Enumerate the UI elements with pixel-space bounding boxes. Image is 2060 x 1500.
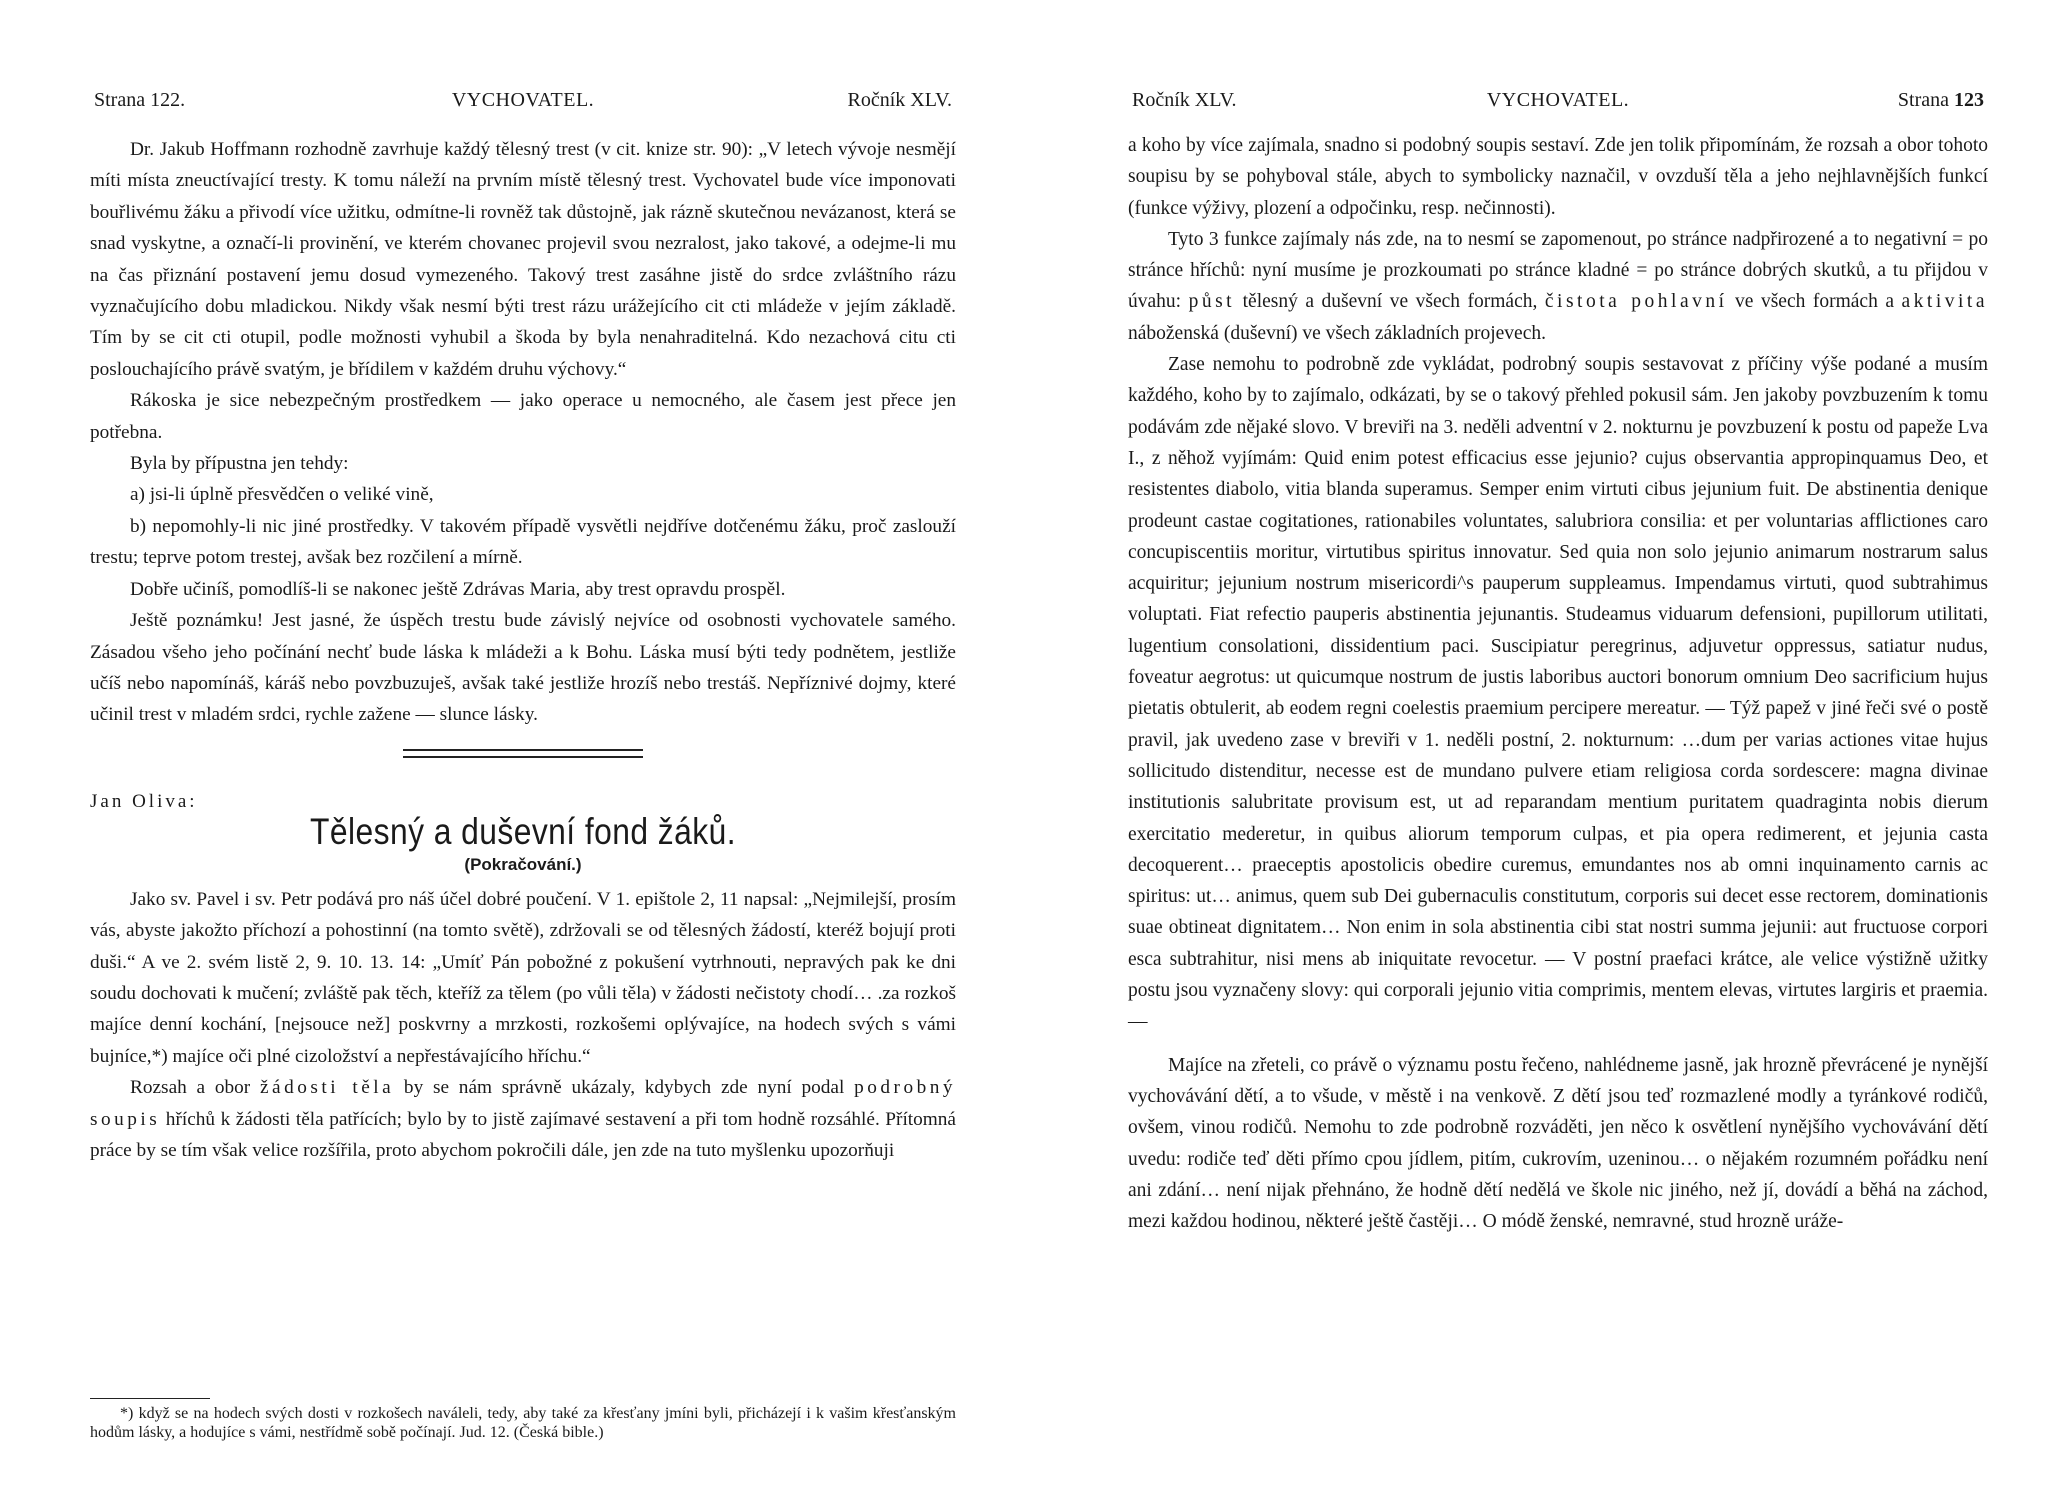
paragraph: Majíce na zřeteli, co právě o významu postu řečeno, nahlédneme jasně, jak hrozně převrácené je nynější vychovávání dětí, a to všude, v městě i na venkově. Z dětí jsou teď rozmazlené modly a tyránkové rodičů, ovšem, vinou rodičů. Nemohu to zde podrobně rozváděti, jen něco k osvětlení nynějšího vychovávání dětí uvedu: rodiče teď děti přímo cpou jídlem, pitím, cukrovím, uzeninou… o nějakém rozumném pořádku není ani zdání… není nijak přehnáno, že hodně dětí nedělá ve škole nic jiného, než jí, dovádí a běhá na záchod, mezi každou hodinou, některé ještě častěji… O módě ženské, nemravné, stud hrozně uráže- [1128,1054,1988,1233]
text-run: Tyto 3 funkce zajímaly nás zde, na to nesmí se zapomenout, po stránce nadpřirozené a to negativní = po stránce hříchů: nyní musíme je prozkoumati po stránce kladné = po stránce dobrých skutků, a tu přijdou v úvahu: [1128,228,1988,313]
paragraph: Byla by přípustna jen tehdy: [130,453,349,475]
paragraph: Ještě poznámku! Jest jasné, že úspěch trestu bude závislý nejvíce od osobnosti vychovatele samého. Zásadou všeho jeho počínání nechť bude láska k mládeži a k Bohu. Láska musí býti tedy podnětem, jestliže učíš nebo napomínáš, káráš nebo povzbuzuješ, avšak také jestliže hrozíš nebo trestáš. Nepříznivé dojmy, které učinil trest v mladém srdci, rychle zažene — slunce lásky. [90,610,956,726]
journal-title: VYCHOVATEL. [1486,89,1630,111]
text-run: náboženská (duševní) ve všech základních projevech. [1128,322,1546,344]
paragraph: Dr. Jakub Hoffmann rozhodně zavrhuje každý tělesný trest (v cit. knize str. 90): „V letech vývoje nesmějí míti místa zneuctívající tresty. K tomu náleží na prvním místě tělesný trest. Vychovatel bude více imponovati bouřlivému žáku a přivodí více užitku, odmítne-li rovněž tak důstojně, jak rázně skutečnou nevázanost, která se snad vyskytne, a označí-li provinění, ve kterém chovanec projevil svou nezralost, jako takové, a odejme-li mu na čas přiznání postavení jemu dosud vymezeného. Takový trest zasáhne jistě do srdce zvláštního rázu vyznačujícího dobu mladickou. Nikdy však nesmí býti trest rázu urážejícího cit cti mládeže v jejím základě. Tím by se cit cti otupil, podle možnosti vyhubil a škoda by byla nenahraditelná. Kdo nezachová citu cti poslouchajícího právě svatým, je břídilem v každém druhu výchovy.“ [90,139,956,380]
text-run: by se nám správně ukázaly, kdybych zde nyní podal [394,1077,855,1099]
volume-label: Ročník XLV. [847,89,952,111]
text-run: hříchů k žádosti těla patřících; bylo by to jistě zajímavé sestavení a při tom hodně rozsáhlé. Přítomná práce by se tím však velice rozšířila, proto abychom pokročili dále, jen zde na tuto myšlenku upozorňuji [90,1108,956,1161]
page-number-label [1898,84,1984,116]
page-label: Strana [1897,89,1954,111]
text-run: tělesný a duševní ve všech formách, [1235,291,1545,313]
article-author: Jan Oliva: [90,790,198,812]
emphasized-text: čistota pohlavní [1544,291,1728,313]
article-paragraph [90,1072,956,1166]
section-divider [403,749,643,758]
emphasized-text: žádosti těla [259,1077,395,1099]
article-title: Tělesný a duševní fond žáků. [310,810,736,852]
right-page [1128,0,1988,1500]
text-run: ve všech formách a [1727,291,1902,313]
volume-label: Ročník XLV. [1132,89,1237,111]
emphasized-text: půst [1188,291,1236,313]
emphasized-text: aktivita [1901,291,1988,313]
paragraph: b) nepomohly-li nic jiné prostředky. V takovém případě vysvětli nejdříve dotčenému žáku, proč zaslouží trestu; teprve potom trestej, avšak bez rozčilení a mírně. [90,515,956,569]
article-paragraph: Jako sv. Pavel i sv. Petr podává pro náš účel dobré poučení. V 1. epištole 2, 11 napsal: „Nejmilejší, prosím vás, abyste jakožto příchozí a pohostinní (na tomto světě), zdržovali se od tělesných žádostí, kteréž bojují proti duši.“ A ve 2. svém listě 2, 9. 10. 13. 14: „Umíť Pán pobožné z pokušení vytrhnouti, nepravých pak ke dni soudu dochovati k mučení; zvláště pak těch, kteříž za tělem (po vůli těla) v žádosti nečistoty chodí… .za rozkoš majíce denní kochání, [nejsouce než] poskvrny a mrzkosti, rozkošemi oplývajíce, na hodech svých s vámi bujníce,*) majíce oči plné cizoložství a nepřestávajícího hříchu.“ [90,888,956,1067]
page-header [90,84,956,116]
right-page-body [1128,130,1988,1237]
page-number-label: Strana 122. [94,89,186,111]
paragraph: Rákoska je sice nebezpečným prostředkem — jako operace u nemocného, ale časem jest přece jen potřebna. [90,390,956,443]
footnote [90,1404,956,1442]
footnote-rule [90,1398,210,1399]
emphasized-text: podrobný soupis [90,1077,957,1130]
text-run: Rozsah a obor [130,1077,260,1099]
paragraph: Dobře učiníš, pomodlíš-li se nakonec ještě Zdrávas Maria, aby trest opravdu prospěl. [130,578,786,600]
paragraph: a koho by více zajímala, snadno si podobný soupis sestaví. Zde jen tolik připomínám, že rozsah a obor tohoto soupisu by se pohyboval stále, abych to symbolicky naznačil, v ovzduší těla a jeho nejhlavnějších funkcí (funkce výživy, plození a odpočinku, resp. nečinnosti). [1128,135,1988,219]
article-subtitle: (Pokračování.) [464,854,582,874]
page-header [1128,84,1988,116]
paragraph: Zase nemohu to podrobně zde vykládat, podrobný soupis sestavovat z příčiny výše podané a musím každého, koho by to zajímalo, odkázati, by se o takový přehled pokusil sám. Jen jakoby povzbuzením k tomu podávám zde nějaké slovo. V breviři na 3. neděli adventní v 2. nokturnu je povzbuzení k postu od papeže Lva I., z něhož vyjímám: Quid enim potest efficacius esse jejunio? cujus observantia appropinquamus Deo, et resistentes diabolo, vitia blanda superamus. Semper enim virtuti cibus jejunium fuit. De abstinentia denique prodeunt castae cogitationes, rationabiles voluntates, salubriora consilia: et per voluntarias afflictiones caro concupiscentiis moritur, virtutibus spiritus innovatur. Sed quia non solo jejunio animarum nostrarum salus acquiritur; jejunium nostrum misericordi^s pauperum suppleamus. Impendamus virtuti, quod subtrahimus voluptati. Fiat refectio pauperis abstinentia jejunantis. Studeamus viduarum defensioni, pupillorum utilitati, lugentium consolationi, dissidentium paci. Suscipiatur peregrinus, adjuvetur oppressus, satiatur nudus, foveatur aegrotus: ut quicumque nostrum de justis laboribus auctori bonorum omnium Deo sacrificium hujus pietatis obtulerit, ab eodem regni coelestis praemium percipere mereatur. — Týž papež v jiné řeči své o postě pravil, jak uvedeno zase v breviři v 1. neděli postní, 2. nokturnum: …dum per varias actiones vitae hujus sollicitudo distenditur, necesse est de mundano pulvere etiam religiosa corda sordescere: magna divinae institutionis salubritate provisum est, ut ad reparandam mentium puritatem quadraginta nobis dierum exercitatio mederetur, in quibus aliorum temporum culpas, et pia opera redimerent, et jejunia casta decoquerent… praeceptis apostolicis obedire curemus, emundantes nos ab omni inquinamento carnis ac spiritus: ut… animus, quem sub Dei gubernaculis constitutum, corporis sui decet esse rectorem, dominationis suae obtineat dignitatem… Non enim in sola abstinentia cibi stat nostri summa jejunii: aut fructuose corpori esca subtrahitur, nisi mens ab iniquitate revocetur. — V postní praefaci krátce, ale velice výstižně užitky postu jsou vyznačeny slovy: qui corporali jejunio vitia comprimis, mentem elevas, virtutes largiris et praemia. — [1128,354,1988,1033]
page-number: 123 [1954,89,1984,111]
left-page-body [90,134,956,1166]
footnote-text: *) když se na hodech svých dosti v rozkošech naváleli, tedy, aby také za křesťany jmíni byli, přicházejí i k vašim křesťanským hodům lásky, a hodujíce s vámi, nestřídmě sobě počínají. Jud. 12. (Česká bible.) [90,1405,956,1441]
paragraph: a) jsi-li úplně přesvědčen o veliké vině, [130,484,434,506]
left-page [90,0,956,1500]
journal-title: VYCHOVATEL. [451,89,595,111]
paragraph [1128,224,1988,349]
